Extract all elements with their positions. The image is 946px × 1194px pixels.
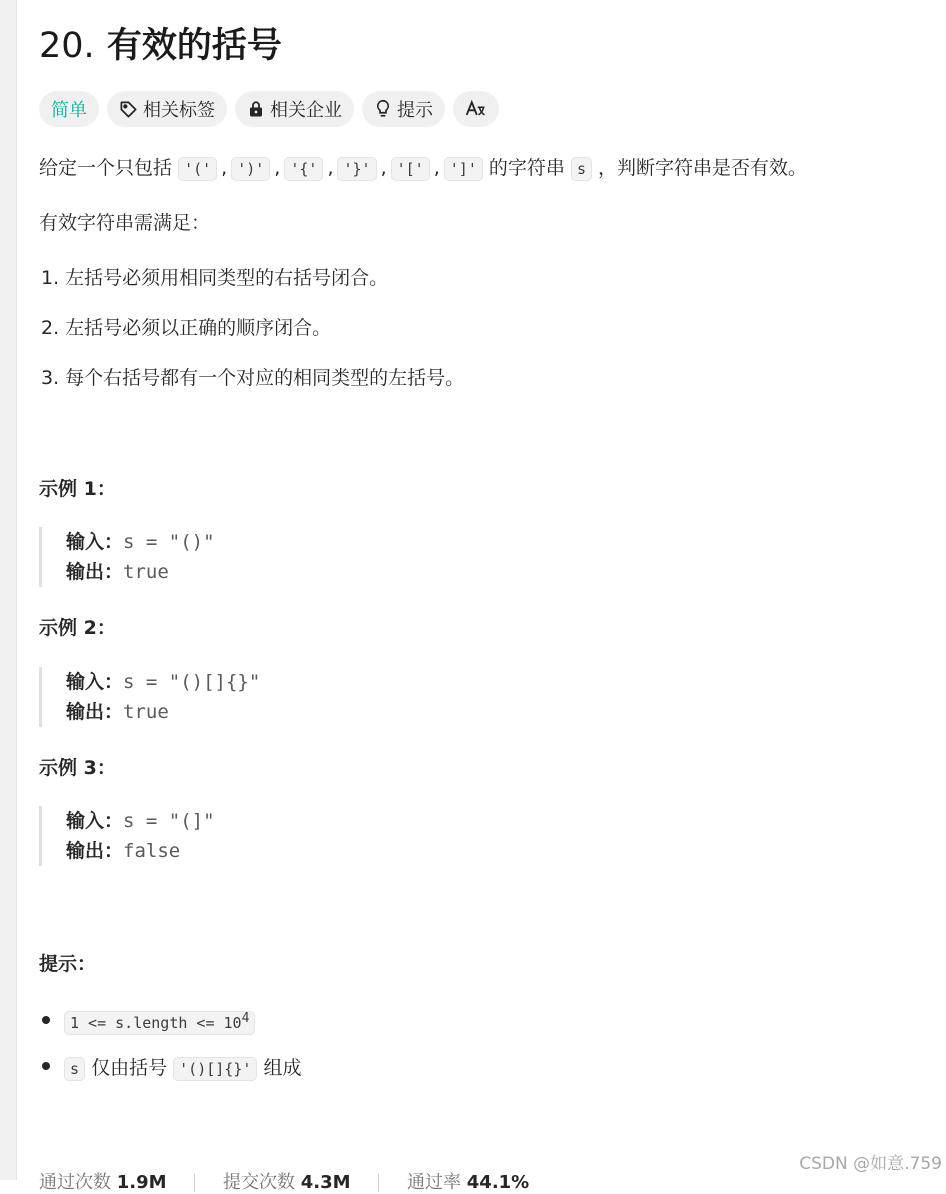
- rate-value: 44.1%: [466, 1172, 530, 1193]
- input-label: 输入：: [66, 810, 124, 832]
- input-value: s = "(]": [123, 810, 215, 832]
- problem-title: 有效的括号: [106, 26, 282, 66]
- bullet-dot: [42, 1016, 50, 1024]
- constraints-title: 提示：: [39, 953, 97, 975]
- example-title: 示例 2：: [39, 617, 116, 639]
- input-value: s = "()[]{}": [123, 671, 261, 693]
- description-text: 给定一个只包括: [39, 157, 173, 179]
- bracket-code: '[': [391, 157, 430, 181]
- accepted-value: 1.9M: [116, 1172, 167, 1193]
- example-block: [39, 667, 260, 727]
- constraint-item: [39, 1004, 255, 1038]
- example-block: [39, 806, 215, 866]
- rate-label: 通过率: [407, 1172, 462, 1193]
- description-text: ，判断字符串是否有效。: [598, 157, 808, 179]
- problem-number: 20.: [39, 26, 95, 66]
- constraint-text: 仅由括号: [91, 1057, 168, 1079]
- bracket-code: ']': [444, 157, 483, 181]
- constraint-item: [39, 1053, 301, 1084]
- difficulty-badge: [39, 91, 99, 127]
- csdn-watermark: CSDN @如意.759: [799, 1154, 942, 1174]
- example-title: 示例 1：: [39, 478, 116, 500]
- related-companies-label: 相关企业: [270, 100, 342, 121]
- input-label: 输入：: [66, 531, 124, 553]
- variable-code: s: [64, 1057, 85, 1081]
- hint-button[interactable]: [362, 91, 445, 127]
- description-paragraph-1: 给定一个只包括 '(' , ')' , '{' , '}' , '[' , ']' 的字符串 s ，判断字符串是否有效。: [39, 157, 808, 179]
- output-value: true: [123, 701, 169, 723]
- rule-item: 2. 左括号必须以正确的顺序闭合。: [41, 317, 332, 339]
- bracket-code: '(': [178, 157, 217, 181]
- example-title: 示例 3：: [39, 757, 116, 779]
- bracket-code: ')': [231, 157, 270, 181]
- page-title: [39, 24, 282, 68]
- left-panel-edge: [0, 0, 17, 1180]
- difficulty-label: 简单: [51, 100, 87, 121]
- tag-bar: [39, 91, 499, 127]
- input-label: 输入：: [66, 671, 124, 693]
- lock-icon: [247, 100, 265, 118]
- hint-label: 提示: [397, 100, 433, 121]
- output-label: 输出：: [66, 840, 124, 862]
- submission-stats: [39, 1168, 529, 1194]
- constraint-code: '()[]{}': [173, 1057, 257, 1081]
- constraint-base: 1 <= s.length <= 10: [70, 1014, 242, 1032]
- tag-icon: [119, 100, 138, 119]
- constraint-exponent: 4: [241, 1011, 250, 1026]
- lightbulb-icon: [374, 99, 392, 119]
- output-label: 输出：: [66, 561, 124, 583]
- description-paragraph-2: 有效字符串需满足：: [39, 212, 211, 234]
- bullet-dot: [42, 1062, 50, 1070]
- output-value: false: [123, 840, 181, 862]
- output-label: 输出：: [66, 701, 124, 723]
- constraint-code: [64, 1011, 255, 1035]
- constraint-text: 组成: [263, 1057, 302, 1079]
- bracket-code: '{': [284, 157, 323, 181]
- submitted-value: 4.3M: [300, 1172, 351, 1193]
- rule-item: 3. 每个右括号都有一个对应的相同类型的左括号。: [41, 367, 465, 389]
- accepted-label: 通过次数: [39, 1172, 111, 1193]
- submitted-label: 提交次数: [223, 1172, 296, 1193]
- rule-item: 1. 左括号必须用相同类型的右括号闭合。: [41, 267, 389, 289]
- related-tags-button[interactable]: [107, 91, 227, 127]
- input-value: s = "()": [123, 531, 215, 553]
- related-tags-label: 相关标签: [143, 100, 215, 121]
- output-value: true: [123, 561, 169, 583]
- translate-button[interactable]: [453, 91, 499, 127]
- bracket-code: '}': [337, 157, 376, 181]
- related-companies-button[interactable]: [235, 91, 354, 127]
- description-text: 的字符串: [488, 157, 565, 179]
- variable-code: s: [571, 157, 592, 181]
- translate-icon: [465, 99, 487, 119]
- example-block: [39, 527, 215, 587]
